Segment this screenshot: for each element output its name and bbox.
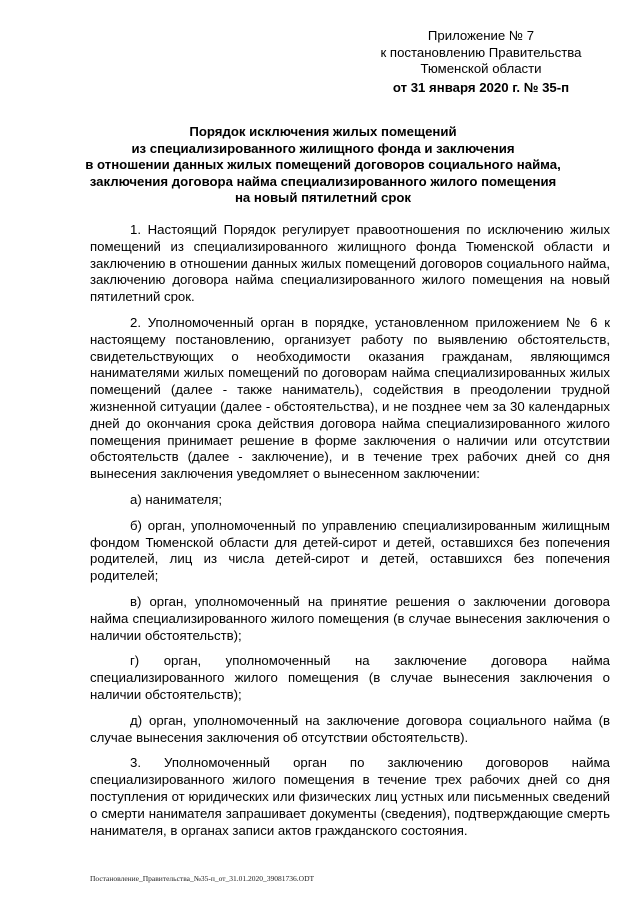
document-body bbox=[90, 222, 610, 848]
file-footer: Постановление_Правительства_№35-п_от_31.01.2020_39081736.ODT bbox=[90, 874, 315, 883]
title-line-5: на новый пятилетний срок bbox=[234, 190, 412, 205]
title-line-2: из специализированного жилищного фонда и заключения bbox=[131, 140, 515, 156]
appendix-date: от 31 января 2020 г. № 35-п bbox=[392, 79, 570, 95]
appendix-line-1: к постановлению Правительства bbox=[380, 44, 582, 60]
appendix-line-2: Тюменской области bbox=[420, 61, 542, 76]
paragraph-2a: а) нанимателя; bbox=[130, 491, 223, 507]
paragraph-2d: д) орган, уполномоченный на заключение договора социального найма (в случае вынесения заключения об отсутствии обстоятельств). bbox=[90, 712, 610, 745]
appendix-header bbox=[360, 28, 602, 96]
title-line-4: заключения договора найма специализированного жилого помещения bbox=[89, 173, 557, 189]
paragraph-2g: г) орган, уполномоченный на заключение договора найма специализированного жилого помещения (в случае вынесения заключения о наличии обстоятельств); bbox=[90, 653, 610, 702]
paragraph-1: 1. Настоящий Порядок регулирует правоотношения по исключению жилых помещений из специализированного жилищного фонда Тюменской области и заключению в отношении данных жилых помещений договоров социального найма, заключению договора найма специализированного жилого помещения на новый пятилетний срок. bbox=[90, 222, 610, 305]
title-line-1: Порядок исключения жилых помещений bbox=[189, 124, 457, 139]
paragraph-2: 2. Уполномоченный орган в порядке, установленном приложением № 6 к настоящему постановлению, организует работу по выявлению обстоятельств, свидетельствующих о необходимости оказания гражданам, являющимся нанимателями жилых помещений по договорам найма специализированных жилых помещений (далее - также наниматель), содействия в преодолении трудной жизненной ситуации (далее - обстоятельства), и не позднее чем за 30 календарных дней до окончания срока действия договора найма специализированного жилого помещения принимает решение в форме заключения о наличии или отсутствии обстоятельств (далее - заключение), и в течение трех рабочих дней со дня вынесения заключения уведомляет о вынесенном заключении: bbox=[90, 314, 610, 482]
title-line-3: в отношении данных жилых помещений договоров социального найма, bbox=[85, 157, 561, 172]
paragraph-3: 3. Уполномоченный орган по заключению договоров найма специализированного жилого помещения в течение трех рабочих дней со дня поступления от юридических или физических лиц устных или письменных сведений о смерти нанимателя запрашивает документы (сведения), подтверждающие смерть нанимателя, в органах записи актов гражданского состояния. bbox=[90, 755, 610, 838]
appendix-number: Приложение № 7 bbox=[427, 28, 535, 43]
document-title bbox=[80, 124, 566, 207]
paragraph-2b: б) орган, уполномоченный по управлению специализированным жилищным фондом Тюменской области для детей-сирот и детей, оставшихся без попечения родителей, лиц из числа детей-сирот и детей, оставшихся без попечения родителей; bbox=[90, 517, 610, 584]
paragraph-2v: в) орган, уполномоченный на принятие решения о заключении договора найма специализированного жилого помещения (в случае вынесения заключения о наличии обстоятельств); bbox=[90, 593, 610, 643]
